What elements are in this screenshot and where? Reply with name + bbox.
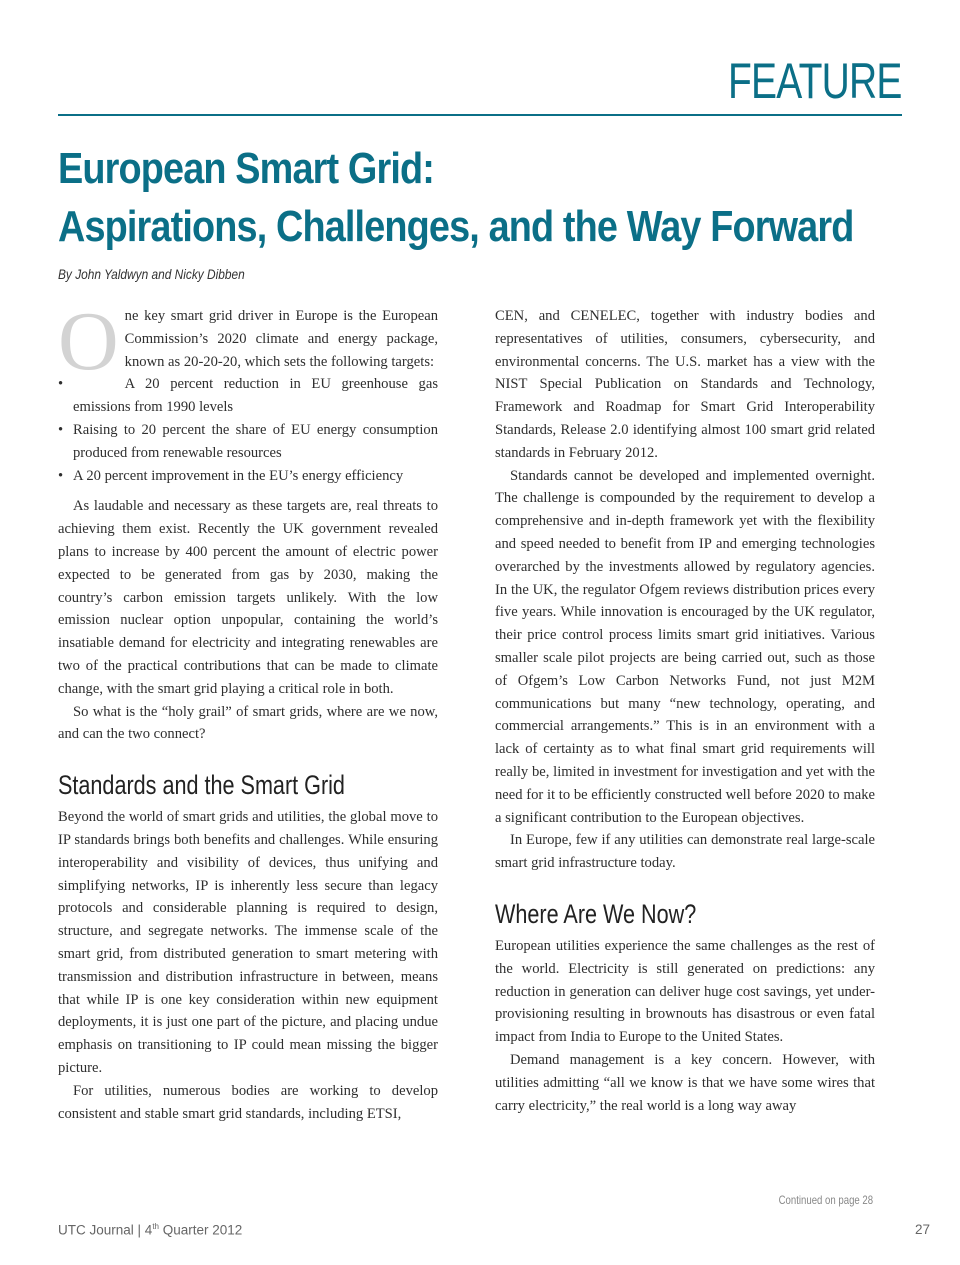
quarter-number: 4	[144, 1222, 153, 1238]
body-paragraph: As laudable and necessary as these targets are, real threats to achieving them exist. Recently the UK government revealed plans to increase by 400 percent the amount of electric power expected to be generated from gas by 2030, making the country’s carbon emission targets unlikely. With the low emission nuclear option unpopular, containing the world’s insatiable demand for electricity and integrating renewables are two of the practical contributions that can be made to climate change, with the smart grid playing a critical role in both.	[58, 498, 438, 697]
intro-paragraph	[58, 295, 438, 388]
section-label: FEATURE	[728, 53, 902, 109]
body-paragraph: CEN, and CENELEC, together with industry bodies and representatives of utilities, consumers, cybersecurity, and environmental concerns. The U.S. market has a view with the NIST Special Publication on Standards and Technology, Framework and Roadmap for Smart Grid Interoperability Standards, Release 2.0 identifying almost 100 smart grid related standards in February 2012.	[495, 308, 875, 461]
page-number: 27	[914, 1222, 930, 1237]
list-item: • Raising to 20 percent the share of EU energy consumption produced from renewable resources	[58, 419, 438, 465]
body-paragraph: So what is the “holy grail” of smart grids, where are we now, and can the two connect?	[58, 703, 438, 743]
article-title	[58, 140, 854, 256]
quarter-suffix: th	[152, 1222, 159, 1231]
intro-text: ne key smart grid driver in Europe is the European Commission’s 2020 climate and energy package, known as 20-20-20, which sets the following targets:	[124, 308, 438, 370]
body-paragraph: Beyond the world of smart grids and utilities, the global move to IP standards brings both benefits and challenges. While ensuring interoperability and visibility of devices, thus unifying and simplifying networks, IP is inherently less secure than legacy protocols and considerable planning is required to design, structure, and segregate networks. The immense scale of the smart grid, from distributed generation to smart metering with transmission and distribution infrastructure in between, means that while IP is one key consideration within new equipment deployments, it is just one part of the picture, and placing undue emphasis on transitioning to IP could mean missing the bigger picture.	[58, 809, 438, 1076]
body-paragraph: European utilities experience the same challenges as the rest of the world. Electricity is still generated on predictions: any reduction in generation can deliver huge cost savings, yet under-provisioning resulting in brownouts has disastrous or even fatal impact from India to Europe to the United States.	[495, 937, 875, 1046]
continued-link[interactable]: Continued on page 28	[778, 1193, 873, 1207]
body-paragraph: Standards cannot be developed and implemented overnight. The challenge is compounded by the requirement to develop a comprehensive and in-depth framework yet with the flexibility and speed needed to benefit from IP and emerging technologies overarched by the investments allowed by regulatory agencies. In the UK, the regulator Ofgem reviews distribution prices every five years. While innovation is encouraged by the UK regulator, their price control process limits smart grid initiatives. Various smaller scale pilot projects are being carried out, such as those of Ofgem’s Low Carbon Networks Fund, not just M2M communications but many “new technology, operating, and commercial arrangements.” This is in an environment with a lack of certainty as to what final smart grid requirements will really be, limited in investment for investigation and yet with the need for it to be efficiently constructed well before 2020 to make a significant contribution to the European objectives.	[495, 467, 875, 826]
byline: By John Yaldwyn and Nicky Dibben	[58, 266, 245, 282]
targets-list	[58, 373, 438, 487]
body-paragraph: For utilities, numerous bodies are working to develop consistent and stable smart grid standards, including ETSI,	[58, 1082, 438, 1122]
right-column	[495, 305, 875, 1117]
footer-journal	[58, 1222, 242, 1238]
list-item: • A 20 percent reduction in EU greenhouse gas emissions from 1990 levels	[58, 373, 438, 419]
journal-name: UTC Journal	[58, 1222, 134, 1238]
footer-separator: |	[133, 1222, 145, 1238]
section-heading-standards: Standards and the Smart Grid	[58, 770, 345, 801]
drop-cap: O	[58, 295, 119, 388]
list-item: • A 20 percent improvement in the EU’s energy efficiency	[58, 465, 438, 488]
body-paragraph: In Europe, few if any utilities can demonstrate real large-scale smart grid infrastructure today.	[495, 832, 875, 872]
left-column	[58, 295, 438, 1125]
body-paragraph: Demand management is a key concern. However, with utilities admitting “all we know is that we have some wires that carry electricity,” the real world is a long way away	[495, 1051, 875, 1114]
header-rule	[58, 114, 902, 116]
title-line-1: European Smart Grid:	[58, 144, 434, 193]
title-line-2: Aspirations, Challenges, and the Way Forward	[58, 202, 854, 251]
quarter-year: Quarter 2012	[158, 1222, 243, 1238]
section-heading-where-are-we-now: Where Are We Now?	[495, 898, 697, 929]
